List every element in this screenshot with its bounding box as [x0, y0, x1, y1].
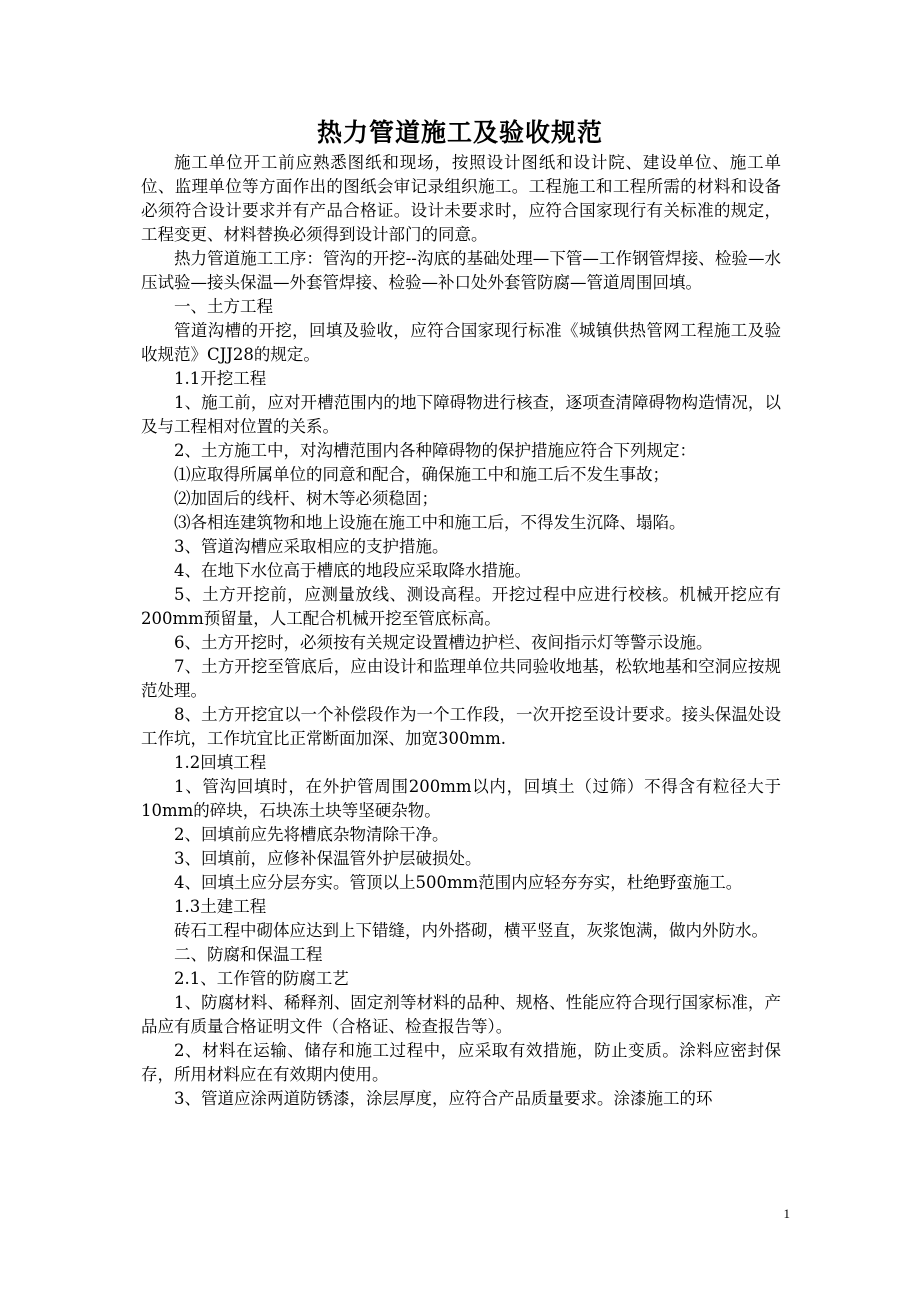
section-heading: 二、防腐和保温工程: [174, 945, 323, 964]
list-item: 1、施工前，应对开槽范围内的地下障碍物进行核查，逐项查清障碍物构造情况，以及与工程相对位置的关系。: [141, 393, 781, 436]
list-item: 7、土方开挖至管底后，应由设计和监理单位共同验收地基，松软地基和空洞应按规范处理。: [141, 657, 781, 700]
paragraph: 管道沟槽的开挖，回填及验收，应符合国家现行标准《城镇供热管网工程施工及验收规范》CJJ28的规定。: [141, 321, 781, 364]
list-item: 8、土方开挖宜以一个补偿段作为一个工作段，一次开挖至设计要求。接头保温处设工作坑，工作坑宜比正常断面加深、加宽300mm.: [141, 705, 781, 748]
list-item: ⑴应取得所属单位的同意和配合，确保施工中和施工后不发生事故；: [174, 465, 669, 484]
document-body: [141, 151, 781, 1111]
list-item: 3、管道应涂两道防锈漆，涂层厚度，应符合产品质量要求。涂漆施工的环: [174, 1089, 713, 1108]
subsection-heading: 1.1开挖工程: [174, 369, 267, 388]
list-item: ⑵加固后的线杆、树木等必须稳固；: [174, 489, 438, 508]
list-item: ⑶各相连建筑物和地上设施在施工中和施工后，不得发生沉降、塌陷。: [174, 513, 686, 532]
subsection-heading: 1.3土建工程: [174, 897, 267, 916]
paragraph: 砖石工程中砌体应达到上下错缝，内外搭砌，横平竖直，灰浆饱满，做内外防水。: [174, 921, 768, 940]
list-item: 1、管沟回填时，在外护管周围200mm以内，回填土（过筛）不得含有粒径大于10mm的碎块，石块冻土块等坚硬杂物。: [141, 777, 781, 820]
list-item: 6、土方开挖时，必须按有关规定设置槽边护栏、夜间指示灯等警示设施。: [174, 633, 713, 652]
page-number: 1: [783, 1206, 790, 1221]
list-item: 3、管道沟槽应采取相应的支护措施。: [174, 537, 449, 556]
list-item: 4、回填土应分层夯实。管顶以上500mm范围内应轻夯夯实，杜绝野蛮施工。: [174, 873, 743, 892]
paragraph: 热力管道施工工序：管沟的开挖--沟底的基础处理—下管—工作钢管焊接、检验—水压试验—接头保温—外套管焊接、检验—补口处外套管防腐—管道周围回填。: [141, 249, 781, 292]
document-title: 热力管道施工及验收规范: [316, 118, 603, 147]
list-item: 3、回填前，应修补保温管外护层破损处。: [174, 849, 482, 868]
list-item: 1、防腐材料、稀释剂、固定剂等材料的品种、规格、性能应符合现行国家标准，产品应有质量合格证明文件（合格证、检查报告等）。: [141, 993, 781, 1036]
list-item: 2、土方施工中，对沟槽范围内各种障碍物的保护措施应符合下列规定：: [174, 441, 696, 460]
list-item: 2、回填前应先将槽底杂物清除干净。: [174, 825, 449, 844]
subsection-heading: 1.2回填工程: [174, 753, 267, 772]
section-heading: 一、土方工程: [174, 297, 273, 316]
list-item: 5、土方开挖前，应测量放线、测设高程。开挖过程中应进行校核。机械开挖应有200mm预留量，人工配合机械开挖至管底标高。: [141, 585, 781, 628]
list-item: 4、在地下水位高于槽底的地段应采取降水措施。: [174, 561, 531, 580]
list-item: 2、材料在运输、储存和施工过程中，应采取有效措施，防止变质。涂料应密封保存，所用材料应在有效期内使用。: [141, 1041, 781, 1084]
subsection-heading: 2.1、工作管的防腐工艺: [174, 969, 349, 988]
paragraph: 施工单位开工前应熟悉图纸和现场，按照设计图纸和设计院、建设单位、施工单位、监理单位等方面作出的图纸会审记录组织施工。工程施工和工程所需的材料和设备必须符合设计要求并有产品合格证。设计未要求时，应符合国家现行有关标准的规定，工程变更、材料替换必须得到设计部门的同意。: [141, 153, 781, 244]
